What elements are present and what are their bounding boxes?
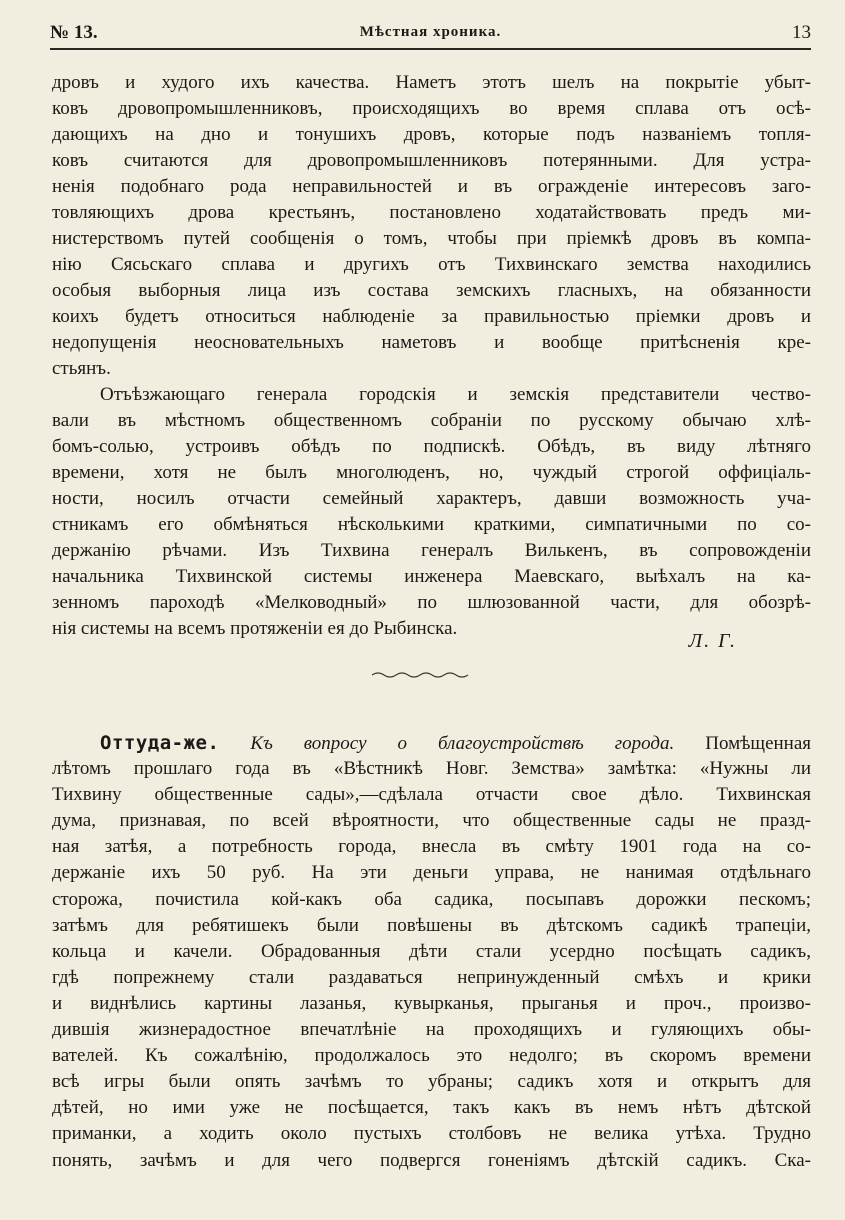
section-title: Мѣстная хроника. [359, 24, 502, 40]
text-line: ковъ дровопромышленниковъ, происходящихъ во время сплава отъ осѣ- [52, 98, 811, 119]
text-line: начальника Тихвинской системы инженера Маевскаго, выѣхалъ на ка- [52, 566, 811, 587]
page-header [50, 18, 811, 50]
article-1-paragraph-2 [52, 382, 811, 642]
article-2-first-line [52, 730, 811, 756]
text-line: стникамъ его обмѣняться нѣсколькими краткими, симпатичными по со- [52, 514, 811, 535]
text-line: держаніе ихъ 50 руб. На эти деньги управа, не нанимая отдѣльнаго [52, 862, 811, 884]
text-line: коихъ будетъ относиться наблюденіе за правильностью пріемки дровъ и [52, 306, 811, 327]
article-2-title: Къ вопросу о благоустройствѣ города. [250, 733, 675, 754]
text-line: понять, зачѣмъ и для чего подвергся гоненіямъ дѣтскій садикъ. Ска- [52, 1149, 811, 1171]
text-line: стьянъ. [52, 358, 111, 379]
text-line: дающихъ на дно и тонушихъ дровъ, которые подъ названіемъ топля- [52, 124, 811, 145]
text-line: кольца и качели. Обрадованныя дѣти стали усердно посѣщать садикъ, [52, 940, 811, 962]
text-line: особыя выборныя лица изъ состава земскихъ гласныхъ, на обязанности [52, 280, 811, 301]
article-2-lead-place: Оттуда-же. [100, 732, 220, 754]
text-line: и виднѣлись картины лазанья, кувырканья, прыганья и проч., произво- [52, 992, 811, 1014]
text-line: ковъ считаются для дровопромышленниковъ потерянными. Для устра- [52, 150, 811, 171]
text-fragment: Помѣщенная [705, 733, 812, 754]
text-line: лѣтомъ прошлаго года въ «Вѣстникѣ Новг. Земства» замѣтка: «Нужны ли [52, 758, 811, 780]
text-line: товляющихъ дрова крестьянъ, постановлено ходатайствовать предъ ми- [52, 202, 811, 223]
text-line: гдѣ попрежнему стали раздаваться непринужденный смѣхъ и крики [52, 966, 811, 988]
text-line: держанію рѣчами. Изъ Тихвина генералъ Вилькенъ, въ сопровожденіи [52, 540, 811, 561]
text-line: дѣтей, но ими уже не посѣщается, такъ какъ въ немъ нѣтъ дѣтской [52, 1097, 811, 1119]
text-line: дума, признавая, по всей вѣроятности, что общественные сады не празд- [52, 810, 811, 832]
author-signature: Л. Г. [688, 630, 737, 652]
text-line: сторожа, почистила кой-какъ оба садика, посыпавъ дорожки пескомъ; [52, 888, 811, 910]
article-1-paragraph-1 [52, 70, 811, 382]
text-line: вателей. Къ сожалѣнію, продолжалось это недолго; въ скоромъ времени [52, 1045, 811, 1067]
article-2 [52, 730, 811, 1174]
text-line: приманки, а ходить около пустыхъ столбовъ не велика утѣха. Трудно [52, 1123, 811, 1145]
page-number: 13 [792, 22, 811, 43]
issue-number: № 13. [50, 22, 98, 43]
text-line: ности, носилъ отчасти семейный характеръ, давши возможность уча- [52, 488, 811, 509]
text-line: времени, хотя не былъ многолюденъ, но, чуждый строгой оффиціаль- [52, 462, 811, 483]
text-line: Тихвину общественные сады»,—сдѣлала отчасти свое дѣло. Тихвинская [52, 784, 811, 806]
text-line: дровъ и худого ихъ качества. Наметъ этотъ шелъ на покрытіе убыт- [52, 72, 811, 93]
text-line: всѣ игры были опять зачѣмъ то убраны; садикъ хотя и открытъ для [52, 1071, 811, 1093]
text-line: дившія жизнерадостное впечатлѣніе на проходящихъ и гуляющихъ обы- [52, 1019, 811, 1041]
text-line: затѣмъ для ребятишекъ были повѣшены въ дѣтскомъ садикѣ трапеціи, [52, 914, 811, 936]
text-line: ная затѣя, а потребность города, внесла въ смѣту 1901 года на со- [52, 836, 811, 858]
text-line: нія системы на всемъ протяженіи ея до Рыбинска. [52, 618, 458, 639]
text-line: бомъ-солью, устроивъ обѣдъ по подпискѣ. Обѣдъ, въ виду лѣтняго [52, 436, 811, 457]
text-line: недопущенія неосновательныхъ наметовъ и вообще притѣсненія кре- [52, 332, 811, 353]
text-line: Отъѣзжающаго генерала городскія и земскія представители чество- [100, 384, 811, 405]
text-line: нію Сясьскаго сплава и другихъ отъ Тихвинскаго земства находились [52, 254, 811, 275]
wavy-divider [372, 668, 472, 682]
text-line: ненія подобнаго рода неправильностей и въ огражденіе интересовъ заго- [52, 176, 811, 197]
text-line: вали въ мѣстномъ общественномъ собраніи по русскому обычаю хлѣ- [52, 410, 811, 431]
text-line: зенномъ пароходѣ «Мелководный» по шлюзованной части, для обозрѣ- [52, 592, 811, 613]
text-line: нистерствомъ путей сообщенія о томъ, чтобы при пріемкѣ дровъ въ компа- [52, 228, 811, 249]
